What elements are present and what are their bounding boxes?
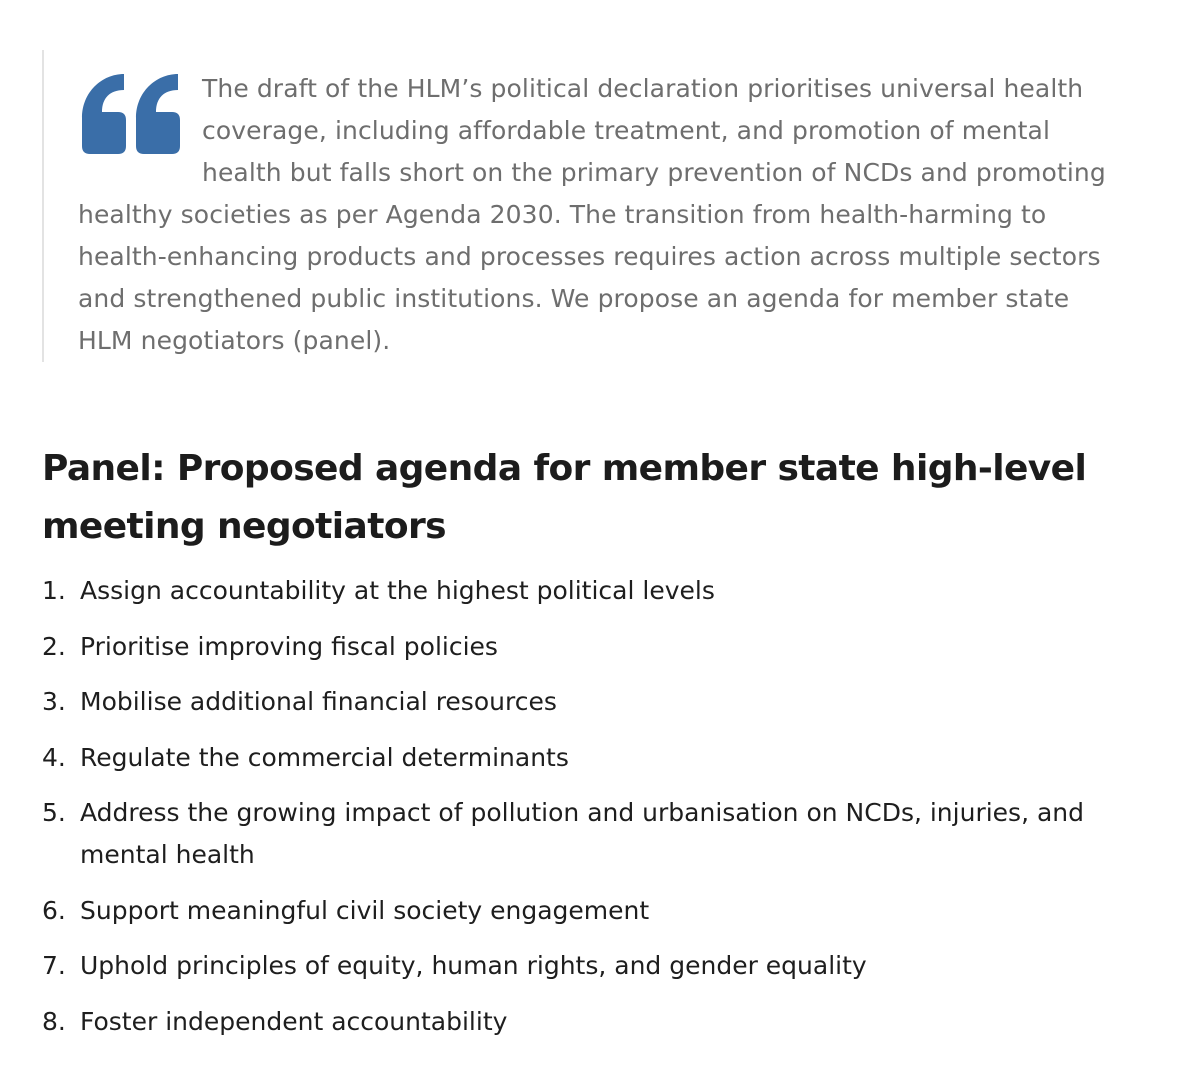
- list-item-text: Regulate the commercial determinants: [80, 742, 569, 772]
- list-item-text: Foster independent accountability: [80, 1006, 508, 1036]
- list-item-text: Support meaningful civil society engagement: [80, 895, 650, 925]
- list-item-text: Address the growing impact of pollution and urbanisation on NCDs, injuries, and mental health: [80, 798, 1085, 869]
- list-item-number: 3.: [42, 687, 66, 716]
- list-item: [42, 890, 1172, 932]
- list-item: [42, 945, 1172, 987]
- list-item-text: Prioritise improving fiscal policies: [80, 631, 498, 661]
- list-item-text: Mobilise additional financial resources: [80, 687, 557, 716]
- list-item: [42, 737, 1172, 779]
- list-item-number: 5.: [42, 798, 66, 827]
- list-item: [42, 792, 1172, 876]
- list-item-number: 4.: [42, 742, 66, 772]
- list-item-text: Assign accountability at the highest political levels: [80, 576, 715, 605]
- list-item-number: 2.: [42, 631, 66, 661]
- list-item-text: Uphold principles of equity, human rights, and gender equality: [80, 951, 867, 980]
- list-item: [42, 570, 1172, 612]
- list-item-number: 6.: [42, 895, 66, 925]
- list-item-number: 8.: [42, 1006, 66, 1036]
- panel-title: Panel: Proposed agenda for member state high-level meeting negotiators: [42, 448, 1087, 547]
- list-item: [42, 1001, 1172, 1043]
- quote-text: The draft of the HLM’s political declaration prioritises universal health coverage, including affordable treatment, and promotion of mental health but falls short on the primary prevention of NCDs and promoting healthy societies as per Agenda 2030. The transition from health-harming to health-enhancing products and processes requires action across multiple sectors and strengthened public institutions. We propose an agenda for member state HLM negotiators (panel).: [78, 74, 1106, 355]
- list-item-number: 7.: [42, 951, 66, 980]
- blockquote: [42, 50, 1134, 362]
- agenda-list: [42, 570, 1172, 1056]
- list-item-number: 1.: [42, 576, 66, 605]
- list-item: [42, 681, 1172, 723]
- list-item: [42, 626, 1172, 668]
